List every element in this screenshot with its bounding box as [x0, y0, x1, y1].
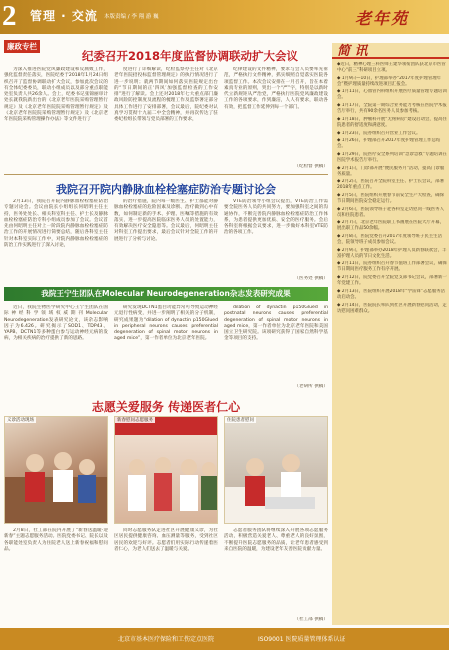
article-title-research: 我院王宁生团队在Molecular Neurodegeneration杂志发表研究成果 [4, 287, 328, 301]
newspaper-brand: 老年苑 [355, 9, 410, 28]
photo-caption: 义诊活动现场 [7, 418, 34, 423]
brief-item: ◆ 1月29日，院医疗安全系列培训“急诊急救”专题培训在医院学术报告厅举行。 [337, 151, 447, 163]
brief-item: ◆ 1月23日，院办组织召开营业工作会议。 [337, 130, 421, 136]
article3-col3: dilation of dynactin p150Glued in postnatal neurons causes preferential degeneration of spinal motor neurons in aged mice，第一作者单位为北京老年医院和美国国立卫生研究院。该项研究获得了国家自然科学基金等项目的支持。 [224, 305, 328, 342]
brief-item: ◆ 2月9日，护理部举办2018年护理人员新春联欢会，丰富护理人员的节日文化生活。 [337, 247, 447, 259]
brief-item: ◆ 2月14日，医院院长率队到社区开展新春慰问活动，走访慰问困难群众。 [337, 302, 447, 314]
article3-col2: 研究发现DCTN1蛋白功能异常可导致运动神经元退行性病变，并进一步阐明了相关的分子机制，研究成果题为“dilation of dynactin p150Glued in peripheral neurons causes preferential degeneration of spinal motor neurons in aged mice”，第一作者单位为北京老年医院。 [114, 305, 218, 342]
article2-signature: （医务处 供稿） [294, 276, 328, 281]
article4-col3: 志愿者服务团队将继续深入开展各项志愿服务活动，积极营造关爱老人、尊重老人的良好氛围，不断提升医院志愿服务的品质，让老年患者感受到来自医院的温暖，为建设老年友善医院贡献力量。 [224, 528, 328, 552]
article-title-vte-meeting: 我院召开院内静脉血栓栓塞症防治专题讨论会 [56, 183, 276, 196]
photo-caption: 新春慰问志愿服务 [117, 418, 153, 423]
article2-col2: 的治疗措施，院内每一级医生、护士都能对静脉血栓栓塞症的危险因素及诊断、治疗做到心中有数，如何制定新的手术、护理、医嘱等措施的有效落实，进一步提高医院临床医务人员的处置能力，有效解决医疗安全隐患等。会议最后，何昭明主任对科室工作提出要求，最后会议针对全院工作的开展进行了分析与讨论。 [114, 199, 218, 242]
photo-caption: 住院患者慰问 [227, 418, 254, 423]
article2-col3: VTE防治领导小组会议提出，VTE防治工作需要全院医务人员的共同努力，要加强科室之间的沟通协作，不断完善院内静脉血栓栓塞症防治工作体系，为患者提供更加优质、安全的医疗服务。会后各科室将根据会议要求，进一步做好本科室VTE防治的各项工作。 [224, 199, 328, 236]
article1-col1: 为深入推进医院党风廉政建设和反腐败工作，强化监督责任落实，医院纪委于2018年1月24日组织召开了监督协调联动扩大会议，参加此次会议的有全体纪委委员，联动小组成员以及部分重点职能处室负责人共26余人。会上，纪委书记张锦丽审计处长就我院新出台的《北京老年医院采购管理暂行规定》及《北京老年医院院采购管理暂行规定》及《北京老年医院院采购管理暂行规定》及《北京老年医院院采购管理操作办法》等文件进行了 [4, 67, 108, 123]
footer-left: 北京市基本医疗保险和工伤定点医院 [118, 636, 215, 643]
brief-item: ◆ 1月18日，肿瘤科开展“无疼病房”建设启动会，提高住院患者的舒适度和满意度。 [337, 116, 447, 128]
article2-col1: 2月13日，我院召开院内静脉血栓栓塞症防治专题讨论会。会议由院长小组组长何昭明主任主持，医务处处长、相关科室科主任、护士长及静脉血栓栓塞症防治专科小组成员参加了会议。会议首先由何昭明主任对上一阶段院内静脉血栓栓塞症防治工作的开展情况进行简要总结，随后各科室主任针对本科室实际工作中，对院内静脉血栓栓塞症的防治工作实践进行了深入讨论， [4, 199, 108, 249]
brief-item: ◆ 1月9日—10日，护理部举办“2017年度护理管理年会”暨护理质量持续改进项目汇报会。 [337, 75, 442, 87]
brief-item: ◆ 2月5日，医院组织开展春节前安全生产大检查，确保节日期间医院安全稳定运行。 [337, 192, 444, 204]
volunteer-photo [4, 416, 108, 524]
editor-credits: 本版责编 / 李 翔 游 巍 [104, 14, 159, 20]
footer-right: ISO9001 医院质量管理体系认证 [258, 636, 346, 643]
section-title: 管理 · 交流 [30, 9, 98, 23]
article1-col3: 纪律建设的文件精神，要求与会人员要率先垂范，严格执行文件精神，抓实细照自觉落实医院各项监督工作。本次会议安排在一月召开，旨在本着素真专业的原则，突出一个“严”字，特别是以新时代立新规矩从严治党，严格执行医院党风廉政建设工作的各项要求，作到廉洁，人人有要求，联动各有效，把监督工作延伸到每一个部门。 [224, 67, 328, 110]
volunteer-photo [224, 416, 328, 524]
brief-item: ◆近日，精神心理三科医师王建华领衔团队获北京市医管中心“前三”科研项目立项。 [337, 62, 446, 74]
article3-col1: 近日，我院生物医学研究中心王宁生团队在国际神经科学领域权威期刊Molecular Neurodegeneration发表研究论文，该杂志影响因子为6.426。研究揭示了SOD1、TDP43、YAPB、DCTN1等多种蛋白参与运动神经元病的发病，为相关疾病的治疗提供了新的思路。 [4, 305, 108, 342]
article4-col2: 同时志愿服务队走进社区开展健康义诊，为社区居民提供健康咨询、血压测量等服务，受到社区居民的欢迎与好评。志愿者们用实际行动传递着医者仁心，为老人们送去了温暖与关爱。 [114, 528, 218, 552]
brief-item: ◆ 2月13日，医院组织开展2018年“学雷锋”志愿服务活动启动会。 [337, 288, 445, 300]
divider [4, 174, 328, 175]
brief-item: ◆ 2月6日，医院领导班子赴各科室走访慰问一线医务人员和住院患者。 [337, 206, 444, 218]
column-tag: 廉政专栏 [4, 40, 40, 53]
sidebar-title: 简 讯 [337, 44, 368, 56]
brief-item: ◆ 2月2日，医院召开全院科室主任、护士长会议，部署2018年重点工作。 [337, 179, 444, 191]
page-number: 2 [2, 1, 17, 31]
article-title-discipline-meeting: 纪委召开2018年度监督协调联动扩大会议 [81, 49, 298, 63]
article4-signature: （社工部 供稿） [294, 617, 328, 622]
brief-item: ◆ 2月1日，门诊部开展“便民服务月”活动，提高门诊服务质量。 [337, 165, 445, 177]
brief-item: ◆ 2月11日，院办组织召开春节值班工作部署会议，确保节日期间医疗服务工作有序开展。 [337, 261, 447, 273]
sidebar-rule [332, 57, 449, 59]
article1-col2: 度进行了详细解读，纪检监察办主任对《北京老年医院招投标监督管理规定》的执行情况进行了进一步说明；就两节期间如何落实医院规定出台的“节日期间的正‘四风’加强监督检查的工作安排”进行了解读。会上还对2018年七大重点部门廉政风险防控制度及流程的梳理工作及监察署定部分具体工作进行了安排部署，会议最后，院纪委对认真学习贯彻十九届二中全会精神，并再次传达了驻委纪检组长带领与党员部署的工作要求， [114, 67, 218, 123]
article4-col1: 2月8日，社工部在院内开展了“新春送温暖·迎新春”主题志愿服务活动。医院党委书记、院长以及各职能处室负责人为住院老人送上新春祝福和慰问品。 [4, 528, 108, 552]
brief-item: ◆ 1月11日，心血管内科组织开展医疗质量管理专题培训会。 [337, 89, 447, 101]
brief-item: ◆ 1月26日，护理部召开2017年度护理管理工作总结会。 [337, 138, 441, 150]
volunteer-photo [114, 416, 218, 524]
article1-signature: （纪检督 供稿） [294, 164, 328, 169]
page-footer [0, 628, 449, 650]
brief-item: ◆ 2月8日，医院党委召开2017年度领导班子民主生活会，院领导班子成员参加会议。 [337, 234, 442, 246]
article-title-volunteer: 志愿关爱服务 传递医者仁心 [91, 400, 241, 414]
brief-item: ◆ 1月17日，全院第一期综合业务能力考核在医院学术报告厅举行，共有90余名医务人员参加考核。 [337, 103, 447, 115]
brief-item: ◆ 2月12日，院党委召开全院党支部书记会议，部署新一年党建工作。 [337, 275, 447, 287]
brief-item: ◆ 2月7日，北京老年医院职工书画展在医院大厅开幕，展出职工作品50余幅。 [337, 220, 444, 232]
article3-signature: （老研所 供稿） [294, 384, 328, 389]
